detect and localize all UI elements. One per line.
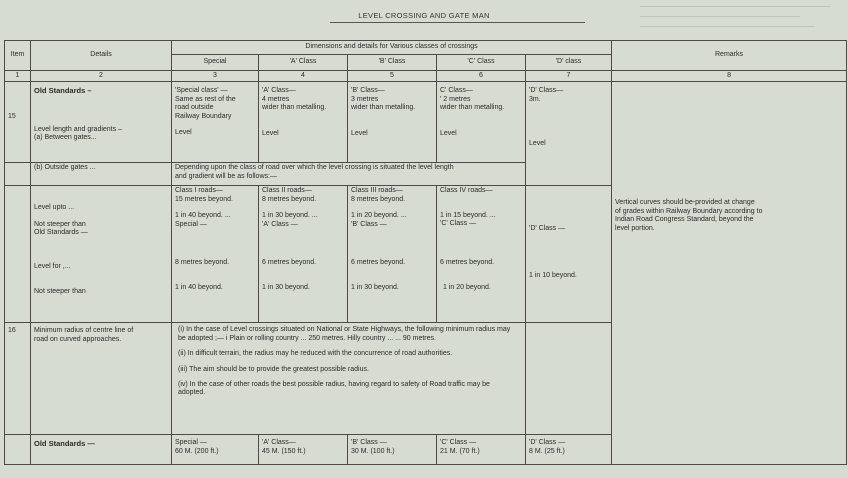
- details-line: Level upto ...: [34, 204, 75, 212]
- cell-line: 'C' Class —: [440, 439, 477, 447]
- header-remarks: Remarks: [612, 41, 847, 71]
- rule-paragraph: (iii) The aim should be to provide the greatest possible radius.: [178, 365, 369, 373]
- cell-line: Class I roads—: [175, 187, 223, 195]
- remark-line: of grades within Railway Boundary according to: [615, 207, 763, 215]
- cell-line: 1 in 20 beyond.: [443, 284, 491, 292]
- class-a-cell: [259, 435, 348, 465]
- class-b-cell: [348, 82, 437, 163]
- cell-line: 'D' Class —: [529, 439, 566, 447]
- level-value: Level: [529, 140, 546, 148]
- cell-line: and gradient will be as follows:—: [175, 172, 277, 180]
- cell-line: 45 M. (150 ft.): [262, 447, 306, 455]
- header-class-a: 'A' Class: [259, 55, 348, 71]
- cell-line: 'B' Class —: [351, 439, 387, 447]
- details-line: Level length and gradients –: [34, 125, 122, 133]
- level-crossing-table: [4, 40, 847, 465]
- cell-line: 8 metres beyond.: [351, 195, 406, 203]
- cell-line: 1 in 40 beyond. ...: [175, 212, 231, 220]
- bleed-through-line: [640, 16, 800, 17]
- special-cell: [172, 435, 259, 465]
- special-cell: [172, 186, 259, 323]
- cell-line: Railway Boundary: [175, 112, 232, 120]
- cell-line: 'A' Class—: [262, 439, 296, 447]
- cell-line: 8 metres beyond.: [175, 259, 230, 267]
- item-number: 16: [8, 327, 16, 335]
- cell-line: 3 metres: [351, 95, 379, 103]
- class-d-cell: [526, 82, 612, 186]
- cell-line: 6 metres beyond.: [440, 258, 495, 266]
- cell-line: road outside: [175, 104, 214, 112]
- header-item: Item: [5, 41, 31, 71]
- cell-line: 21 M. (70 ft.): [440, 447, 480, 455]
- cell-line: Special —: [175, 220, 207, 228]
- cell-line: 1 in 10 beyond.: [529, 271, 577, 279]
- header-dimensions: Dimensions and details for Various classes of crossings: [172, 41, 612, 55]
- column-number: 7: [526, 71, 612, 82]
- cell-line: 6 metres beyond.: [351, 259, 406, 267]
- header-class-c: 'C' Class: [437, 55, 526, 71]
- cell-line: wider than metalling.: [440, 104, 505, 112]
- remark-line: Indian Road Congress Standard, beyond the: [615, 216, 754, 224]
- cell-line: 'C' Class —: [440, 220, 477, 228]
- class-d-cell: [526, 435, 612, 465]
- cell-line: ' 2 metres: [440, 95, 471, 103]
- class-c-cell: [437, 82, 526, 163]
- item-cell: [5, 82, 31, 163]
- cell-line: 3m.: [529, 95, 541, 103]
- cell-line: Class IV roads—: [440, 187, 493, 195]
- cell-line: 'D' Class—: [529, 87, 564, 95]
- level-value: Level: [262, 129, 279, 137]
- item-cell: [5, 323, 31, 435]
- remarks-cell: [612, 82, 847, 465]
- item-cell: [5, 163, 31, 186]
- cell-line: 30 M. (100 ft.): [351, 447, 395, 455]
- bleed-through-line: [640, 6, 830, 7]
- header-details: Details: [31, 41, 172, 71]
- cell-line: C' Class—: [440, 87, 473, 95]
- class-b-cell: [348, 186, 437, 323]
- header-class-b: 'B' Class: [348, 55, 437, 71]
- cell-line: 1 in 30 beyond. ...: [262, 212, 318, 220]
- cell-line: 60 M. (200 ft.): [175, 447, 219, 455]
- cell-line: 'D' Class —: [529, 225, 566, 233]
- class-b-cell: [348, 435, 437, 465]
- column-number: 2: [31, 71, 172, 82]
- old-standards-label: Old Standards —: [34, 439, 95, 449]
- page-title: LEVEL CROSSING AND GATE MAN: [358, 11, 490, 20]
- class-a-cell: [259, 82, 348, 163]
- details-line: Minimum radius of centre line of: [34, 327, 134, 335]
- details-cell: [31, 186, 172, 323]
- class-d-cell: [526, 323, 612, 435]
- column-number: 1: [5, 71, 31, 82]
- cell-line: Class III roads—: [351, 187, 403, 195]
- item-cell: [5, 186, 31, 323]
- column-number: 4: [259, 71, 348, 82]
- level-value: Level: [351, 129, 368, 137]
- column-number: 8: [612, 71, 847, 82]
- header-class-d: 'D' class: [526, 55, 612, 71]
- old-standards-label: Old Standards –: [34, 86, 92, 96]
- cell-line: 1 in 30 beyond.: [351, 284, 399, 292]
- bleed-through-line: [640, 26, 815, 27]
- details-cell: [31, 323, 172, 435]
- cell-line: 'A' Class—: [262, 87, 296, 95]
- details-line: Not steeper than: [34, 288, 86, 296]
- radius-rules: [172, 323, 526, 435]
- details-cell: [31, 435, 172, 465]
- cell-line: wider than metalling.: [351, 104, 416, 112]
- header-class-special: Special: [172, 55, 259, 71]
- level-value: Level: [440, 129, 457, 137]
- cell-line: 6 metres beyond.: [262, 259, 317, 267]
- details-line: (a) Between gates...: [34, 134, 97, 142]
- cell-line: 8 metres beyond.: [262, 195, 317, 203]
- cell-line: 1 in 15 beyond. ...: [440, 211, 496, 219]
- details-cell: (b) Outside gates ...: [31, 163, 172, 186]
- class-a-cell: [259, 186, 348, 323]
- cell-line: 8 M. (25 ft.): [529, 447, 565, 455]
- special-cell: [172, 82, 259, 163]
- cell-line: Depending upon the class of road over which the level crossing is situated the level length: [175, 164, 454, 172]
- class-d-cell: [526, 186, 612, 323]
- title-rule: [330, 22, 585, 23]
- rule-paragraph: (i) In the case of Level crossings situated on National or State Highways, the following minimum radius may be adopted ;— i Plain or rolling country ... 250 metres. Hilly country ... ... 90 metres.: [178, 326, 511, 342]
- details-line: Old Standards —: [34, 229, 88, 237]
- cell-line: wider than metalling.: [262, 104, 327, 112]
- cell-line: Same as rest of the: [175, 95, 236, 103]
- details-cell: [31, 82, 172, 163]
- cell-line: 1 in 30 beyond.: [262, 284, 310, 292]
- item-number: 15: [8, 113, 16, 121]
- class-c-cell: [437, 435, 526, 465]
- details-line: road on curved approaches.: [34, 335, 122, 343]
- column-number: 3: [172, 71, 259, 82]
- cell-line: Special —: [175, 439, 207, 447]
- details-line: Not steeper than: [34, 220, 86, 228]
- column-number: 6: [437, 71, 526, 82]
- remark-line: level portion.: [615, 224, 655, 232]
- cell-line: 'A' Class —: [262, 220, 298, 228]
- cell-line: 1 in 20 beyond. ...: [351, 212, 407, 220]
- cell-line: 'Special class' —: [175, 87, 228, 95]
- cell-line: 15 metres beyond.: [175, 195, 233, 203]
- column-number: 5: [348, 71, 437, 82]
- cell-line: 1 in 40 beyond.: [175, 284, 223, 292]
- details-line: Level for ,...: [34, 262, 71, 270]
- rule-paragraph: (iv) In the case of other roads the best possible radius, having regard to safety of Road traffic may be adopted.: [178, 381, 490, 397]
- outside-gates-text: [172, 163, 526, 186]
- cell-line: 'B' Class —: [351, 220, 387, 228]
- cell-line: Class II roads—: [262, 187, 312, 195]
- rule-paragraph: (ii) In difficult terrain, the radius may he reduced with the concurrence of road authorities.: [178, 350, 453, 358]
- level-value: Level: [175, 129, 192, 137]
- remark-line: Vertical curves should be-provided at change: [615, 199, 755, 207]
- cell-line: 'B' Class—: [351, 87, 385, 95]
- item-cell: [5, 435, 31, 465]
- cell-line: 4 metres: [262, 95, 290, 103]
- class-c-cell: [437, 186, 526, 323]
